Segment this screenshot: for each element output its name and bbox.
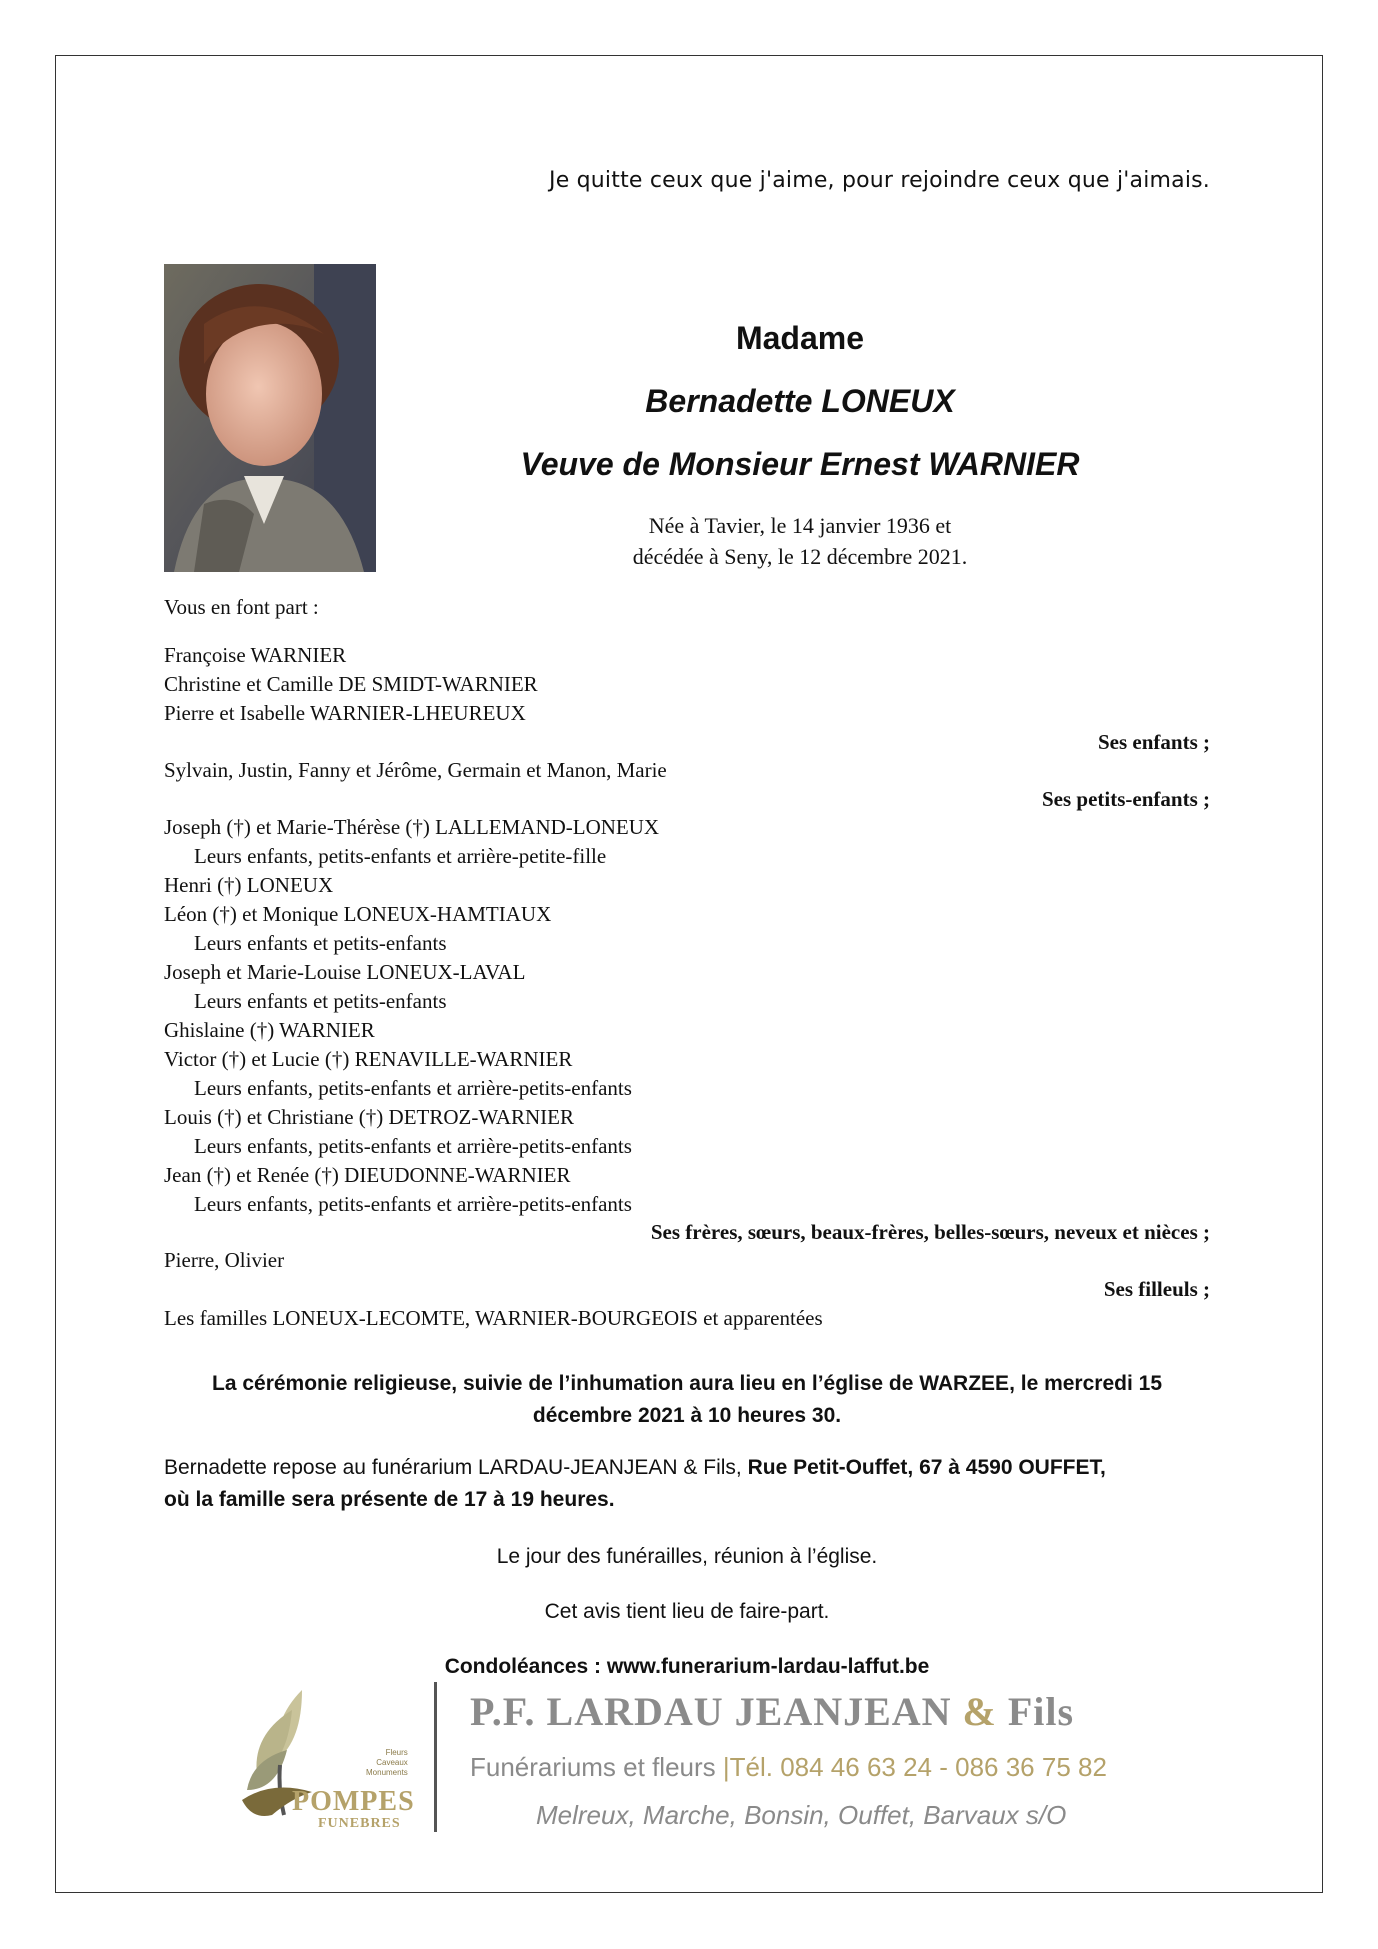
siblings-label: Ses frères, sœurs, beaux-frères, belles-sœurs, neveux et nièces ; [650, 1220, 1210, 1244]
child-line: Françoise WARNIER [164, 643, 347, 667]
logo-small-lines: Fleurs Caveaux Monuments [366, 1748, 408, 1777]
logo-divider [434, 1682, 437, 1832]
grandchildren-label: Ses petits-enfants ; [1042, 787, 1210, 811]
child-line: Christine et Camille DE SMIDT-WARNIER [164, 672, 538, 696]
condolences-line: Condoléances : www.funerarium-lardau-laffut.be [444, 1655, 930, 1678]
sibling-line: Joseph (†) et Marie-Thérèse (†) LALLEMAND-LONEUX [164, 815, 660, 839]
brand-contact: Funérariums et fleurs |Tél. 084 46 63 24 - 086 36 75 82 [470, 1752, 1107, 1782]
sibling-descendants-line: Leurs enfants, petits-enfants et arrière-petits-enfants [194, 1134, 632, 1158]
sibling-line: Henri (†) LONEUX [164, 873, 334, 897]
logo-word-pompes: POMPES [292, 1786, 415, 1817]
sibling-line: Léon (†) et Monique LONEUX-HAMTIAUX [164, 902, 552, 926]
sibling-line: Ghislaine (†) WARNIER [164, 1018, 375, 1042]
sibling-descendants-line: Leurs enfants et petits-enfants [194, 931, 447, 955]
sibling-line: Victor (†) et Lucie (†) RENAVILLE-WARNIER [164, 1047, 573, 1071]
widow-of: Veuve de Monsieur Ernest WARNIER [520, 446, 1080, 482]
title-madame: Madame [735, 320, 865, 356]
children-label: Ses enfants ; [1097, 730, 1210, 754]
brand-locations: Melreux, Marche, Bonsin, Ouffet, Barvaux s/O [536, 1800, 1067, 1830]
epigraph-quote: Je quitte ceux que j'aime, pour rejoindre ceux que j'aimais. [549, 168, 1210, 193]
sibling-line: Louis (†) et Christiane (†) DETROZ-WARNIER [164, 1105, 575, 1129]
repose-address: Rue Petit-Ouffet, 67 à 4590 OUFFET, [747, 1456, 1106, 1479]
sibling-line: Jean (†) et Renée (†) DIEUDONNE-WARNIER [164, 1163, 571, 1187]
godchildren-line: Pierre, Olivier [164, 1248, 285, 1272]
grandchildren-line: Sylvain, Justin, Fanny et Jérôme, Germain et Manon, Marie [164, 758, 667, 782]
notice-line: Cet avis tient lieu de faire-part. [544, 1600, 830, 1623]
portrait-photo [164, 264, 376, 572]
life-dates [380, 510, 1220, 572]
birth-line: Née à Tavier, le 14 janvier 1936 et [648, 513, 952, 538]
sibling-descendants-line: Leurs enfants et petits-enfants [194, 989, 447, 1013]
reunion-line: Le jour des funérailles, réunion à l’église. [496, 1545, 878, 1568]
godchildren-label: Ses filleuls ; [1103, 1277, 1210, 1301]
repose-info [164, 1452, 1210, 1516]
ceremony-line-2: décembre 2021 à 10 heures 30. [532, 1404, 842, 1427]
brand-name: P.F. LARDAU JEANJEAN & Fils [470, 1689, 1075, 1734]
repose-hours: où la famille sera présente de 17 à 19 heures. [164, 1488, 615, 1511]
repose-text: Bernadette repose au funérarium LARDAU-JEANJEAN & Fils, [164, 1456, 748, 1479]
portrait-image [164, 264, 376, 572]
death-line: décédée à Seny, le 12 décembre 2021. [632, 544, 968, 569]
families-line: Les familles LONEUX-LECOMTE, WARNIER-BOURGEOIS et apparentées [164, 1306, 823, 1330]
sibling-descendants-line: Leurs enfants, petits-enfants et arrière-petits-enfants [194, 1076, 632, 1100]
ceremony-info [164, 1368, 1210, 1432]
intro-line: Vous en font part : [164, 595, 319, 619]
sibling-descendants-line: Leurs enfants, petits-enfants et arrière-petits-enfants [194, 1192, 632, 1216]
sibling-descendants-line: Leurs enfants, petits-enfants et arrière-petite-fille [194, 844, 607, 868]
child-line: Pierre et Isabelle WARNIER-LHEUREUX [164, 701, 526, 725]
logo-word-funebres: FUNEBRES [318, 1816, 401, 1831]
deceased-name: Bernadette LONEUX [645, 383, 955, 419]
ceremony-line-1: La cérémonie religieuse, suivie de l’inhumation aura lieu en l’église de WARZEE, le mercredi 15 [212, 1372, 1162, 1395]
sibling-line: Joseph et Marie-Louise LONEUX-LAVAL [164, 960, 526, 984]
